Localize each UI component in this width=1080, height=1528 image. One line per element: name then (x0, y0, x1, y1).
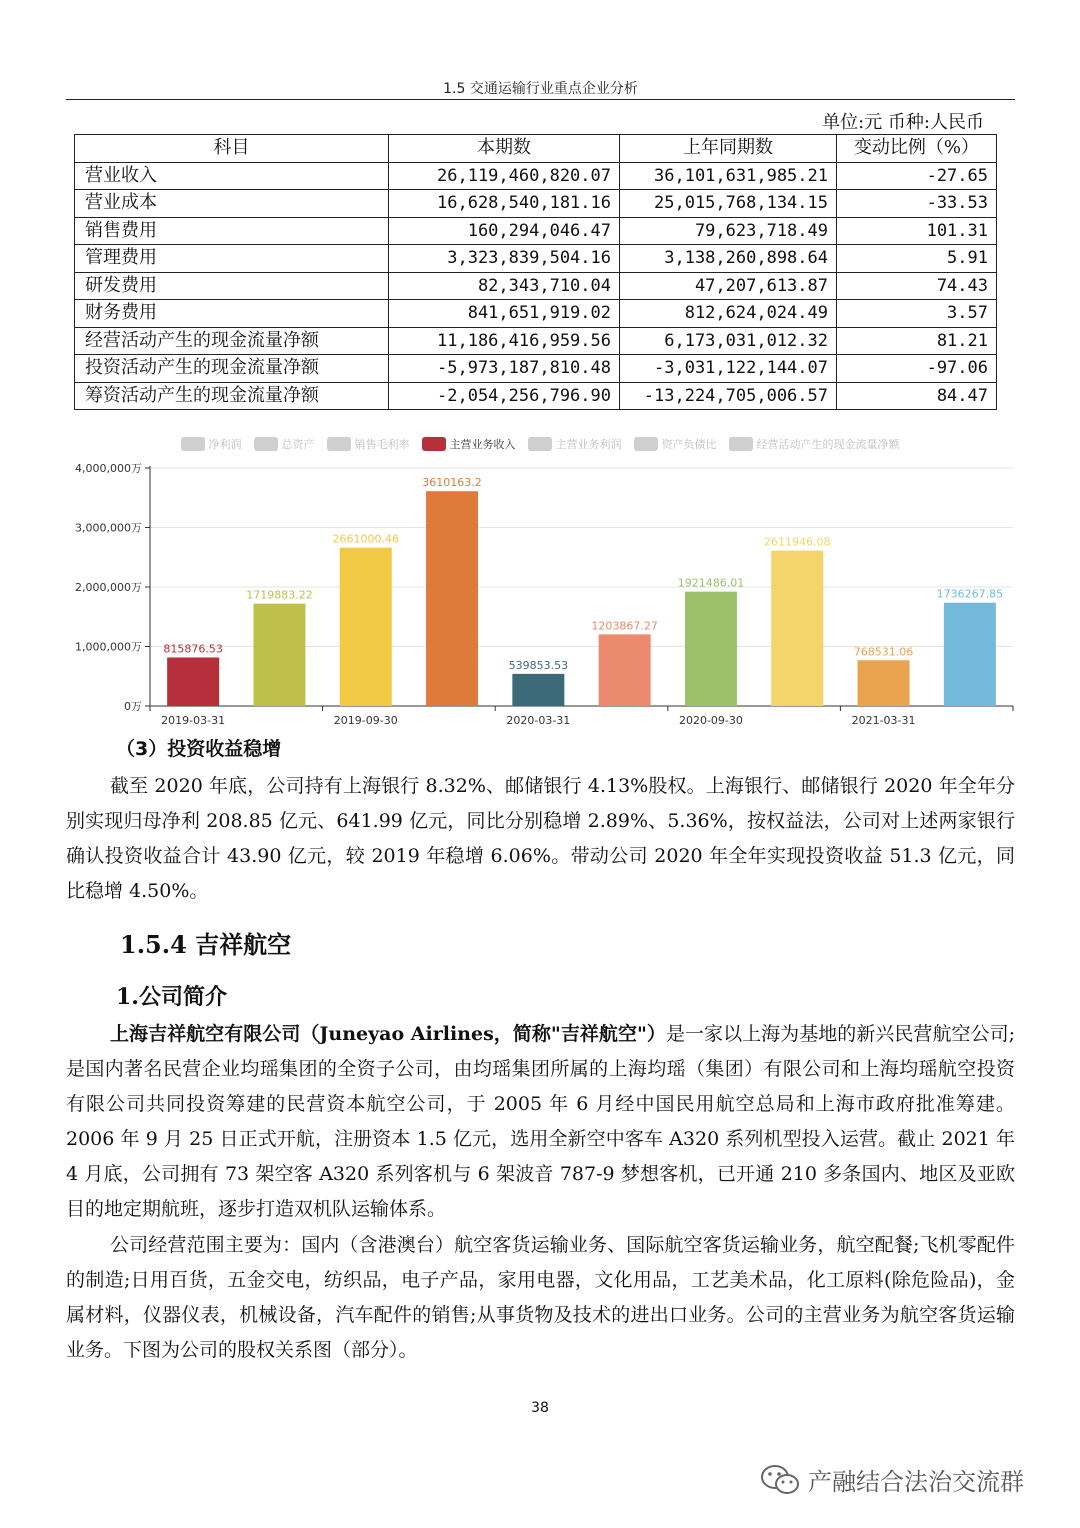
x-tick-label: 2021-03-31 (851, 714, 916, 727)
section-heading: 1.5.4 吉祥航空 (120, 930, 292, 959)
y-tick-label: 2,000,000万 (75, 581, 142, 594)
table-row (75, 300, 997, 328)
row-value: 36,101,631,985.21 (620, 162, 837, 190)
bar (599, 634, 651, 706)
legend-swatch (729, 437, 753, 451)
legend-label: 净利润 (208, 438, 242, 451)
legend-item[interactable] (327, 436, 410, 452)
legend-label: 销售毛利率 (354, 438, 410, 451)
row-value: 25,015,768,134.15 (620, 190, 837, 218)
company-intro-heading: 1.公司简介 (116, 984, 227, 1010)
row-value: 841,651,919.02 (389, 300, 620, 328)
row-value: 82,343,710.04 (389, 272, 620, 300)
row-value: 101.31 (837, 217, 997, 245)
y-tick-label: 0万 (124, 700, 142, 713)
company-intro-text: 是一家以上海为基地的新兴民营航空公司;是国内著名民营企业均瑶集团的全资子公司，由均瑶集团所属的上海均瑶（集团）有限公司和上海均瑶航空投资有限公司共同投资筹建的民营资本航空公司，于 2005 年 6 月经中国民用航空总局和上海市政府批准筹建。2006 年 9 月 25 日正式开航，注册资本 1.5 亿元，选用全新空中客车 A320 系列机型投入运营。截止 2021 年 4 月底，公司拥有 73 架空客 A320 系列客机与 6 架波音 787-9 梦想客机，已开通 210 多条国内、地区及亚欧目的地定期航班，逐步打造双机队运输体系。 (66, 1023, 1016, 1220)
table-row (75, 162, 997, 190)
y-tick-label: 1,000,000万 (75, 640, 142, 654)
legend-swatch (181, 437, 205, 451)
bar-value-label: 2661000.46 (332, 532, 399, 546)
row-label: 研发费用 (75, 272, 389, 300)
bar (512, 674, 564, 706)
row-label: 经营活动产生的现金流量净额 (75, 327, 389, 355)
legend-label: 总资产 (281, 438, 315, 451)
bar (426, 491, 478, 706)
row-value: 81.21 (837, 327, 997, 355)
row-value: 26,119,460,820.07 (389, 162, 620, 190)
row-value: -33.53 (837, 190, 997, 218)
column-header: 上年同期数 (620, 135, 837, 163)
bar-value-label: 1203867.27 (591, 619, 658, 633)
wechat-icon (760, 1463, 800, 1497)
financial-table (74, 134, 997, 410)
legend-label: 资产负债比 (661, 438, 717, 451)
legend-swatch (422, 437, 446, 451)
subsection-heading: （3）投资收益稳增 (116, 738, 282, 760)
bar (944, 603, 996, 706)
legend-item[interactable] (254, 436, 315, 452)
x-tick-label: 2020-03-31 (506, 714, 571, 727)
x-tick-label: 2019-03-31 (161, 714, 226, 727)
row-label: 管理费用 (75, 245, 389, 273)
row-label: 营业成本 (75, 190, 389, 218)
row-value: 160,294,046.47 (389, 217, 620, 245)
row-value: 3,323,839,504.16 (389, 245, 620, 273)
x-tick-label: 2019-09-30 (333, 714, 398, 727)
legend-item[interactable] (181, 436, 242, 452)
legend-swatch (634, 437, 658, 451)
table-row (75, 272, 997, 300)
row-label: 筹资活动产生的现金流量净额 (75, 382, 389, 410)
row-value: -13,224,705,006.57 (620, 382, 837, 410)
revenue-bar-chart (0, 455, 1080, 735)
bar-value-label: 1921486.01 (677, 576, 745, 590)
row-value: 6,173,031,012.32 (620, 327, 837, 355)
bar-value-label: 815876.53 (163, 642, 223, 656)
row-value: 812,624,024.49 (620, 300, 837, 328)
table-row (75, 190, 997, 218)
bar-value-label: 1736267.85 (936, 587, 1004, 601)
legend-item[interactable] (634, 436, 717, 452)
row-label: 投资活动产生的现金流量净额 (75, 355, 389, 383)
table-row (75, 382, 997, 410)
legend-swatch (254, 437, 278, 451)
bar (340, 548, 392, 706)
bar (858, 660, 910, 706)
legend-item[interactable] (528, 436, 622, 452)
bar (167, 657, 219, 706)
row-value: -3,031,122,144.07 (620, 355, 837, 383)
watermark-text: 产融结合法治交流群 (808, 1468, 1024, 1496)
table-row (75, 327, 997, 355)
bar-value-label: 768531.06 (853, 645, 914, 659)
column-header: 科目 (75, 135, 389, 163)
row-value: 74.43 (837, 272, 997, 300)
row-value: 5.91 (837, 245, 997, 273)
row-label: 财务费用 (75, 300, 389, 328)
page-number: 38 (531, 1400, 549, 1416)
bar (253, 604, 305, 706)
legend-label: 主营业务利润 (555, 438, 622, 451)
running-title: 1.5 交通运输行业重点企业分析 (443, 81, 638, 97)
bar (771, 551, 823, 706)
legend-item[interactable] (729, 436, 900, 452)
unit-currency-note: 单位:元 币种:人民币 (822, 112, 984, 133)
legend-label: 经营活动产生的现金流量净额 (756, 438, 900, 451)
row-value: 47,207,613.87 (620, 272, 837, 300)
legend-swatch (327, 437, 351, 451)
row-value: -27.65 (837, 162, 997, 190)
watermark (760, 1462, 1024, 1497)
row-value: 11,186,416,959.56 (389, 327, 620, 355)
row-value: 79,623,718.49 (620, 217, 837, 245)
row-value: 3.57 (837, 300, 997, 328)
legend-label: 主营业务收入 (449, 438, 516, 451)
column-header: 本期数 (389, 135, 620, 163)
company-name: 上海吉祥航空有限公司（Juneyao Airlines，简称"吉祥航空"） (110, 1023, 666, 1045)
y-tick-label: 3,000,000万 (75, 521, 142, 535)
column-header: 变动比例（%） (837, 135, 997, 163)
table-header-row (75, 135, 997, 163)
row-label: 销售费用 (75, 217, 389, 245)
bar-value-label: 3610163.2 (422, 476, 482, 490)
y-tick-label: 4,000,000万 (75, 462, 142, 475)
table-row (75, 217, 997, 245)
row-value: -97.06 (837, 355, 997, 383)
investment-income-paragraph: 截至 2020 年底，公司持有上海银行 8.32%、邮储银行 4.13%股权。上海银行、邮储银行 2020 年全年分别实现归母净利 208.85 亿元、641.99 亿元，同比分别稳增 2.89%、5.36%，按权益法，公司对上述两家银行确认投资收益合计 43.90 亿元，较 2019 年稳增 6.06%。带动公司 2020 年全年实现投资收益 51.3 亿元，同比稳增 4.50%。 (66, 775, 1015, 902)
row-value: 16,628,540,181.16 (389, 190, 620, 218)
row-value: 3,138,260,898.64 (620, 245, 837, 273)
x-tick-label: 2020-09-30 (678, 714, 743, 727)
row-value: 84.47 (837, 382, 997, 410)
row-value: -2,054,256,796.90 (389, 382, 620, 410)
company-intro-paragraph (66, 1017, 1015, 1227)
bar-value-label: 539853.53 (508, 658, 569, 672)
bar-value-label: 1719883.22 (246, 588, 313, 602)
row-value: -5,973,187,810.48 (389, 355, 620, 383)
bar (685, 592, 737, 706)
chart-legend (0, 436, 1080, 452)
legend-swatch (528, 437, 552, 451)
bar-value-label: 2611946.08 (764, 535, 831, 549)
header-rule (66, 99, 1015, 100)
business-scope-paragraph: 公司经营范围主要为：国内（含港澳台）航空客货运输业务、国际航空客货运输业务，航空配餐;飞机零配件的制造;日用百货，五金交电，纺织品，电子产品，家用电器，文化用品，工艺美术品，化工原料(除危险品)，金属材料，仪器仪表，机械设备，汽车配件的销售;从事货物及技术的进出口业务。公司的主营业务为航空客货运输业务。下图为公司的股权关系图（部分）。 (66, 1234, 1015, 1361)
legend-item[interactable] (422, 436, 516, 452)
table-row (75, 245, 997, 273)
table-row (75, 355, 997, 383)
row-label: 营业收入 (75, 162, 389, 190)
